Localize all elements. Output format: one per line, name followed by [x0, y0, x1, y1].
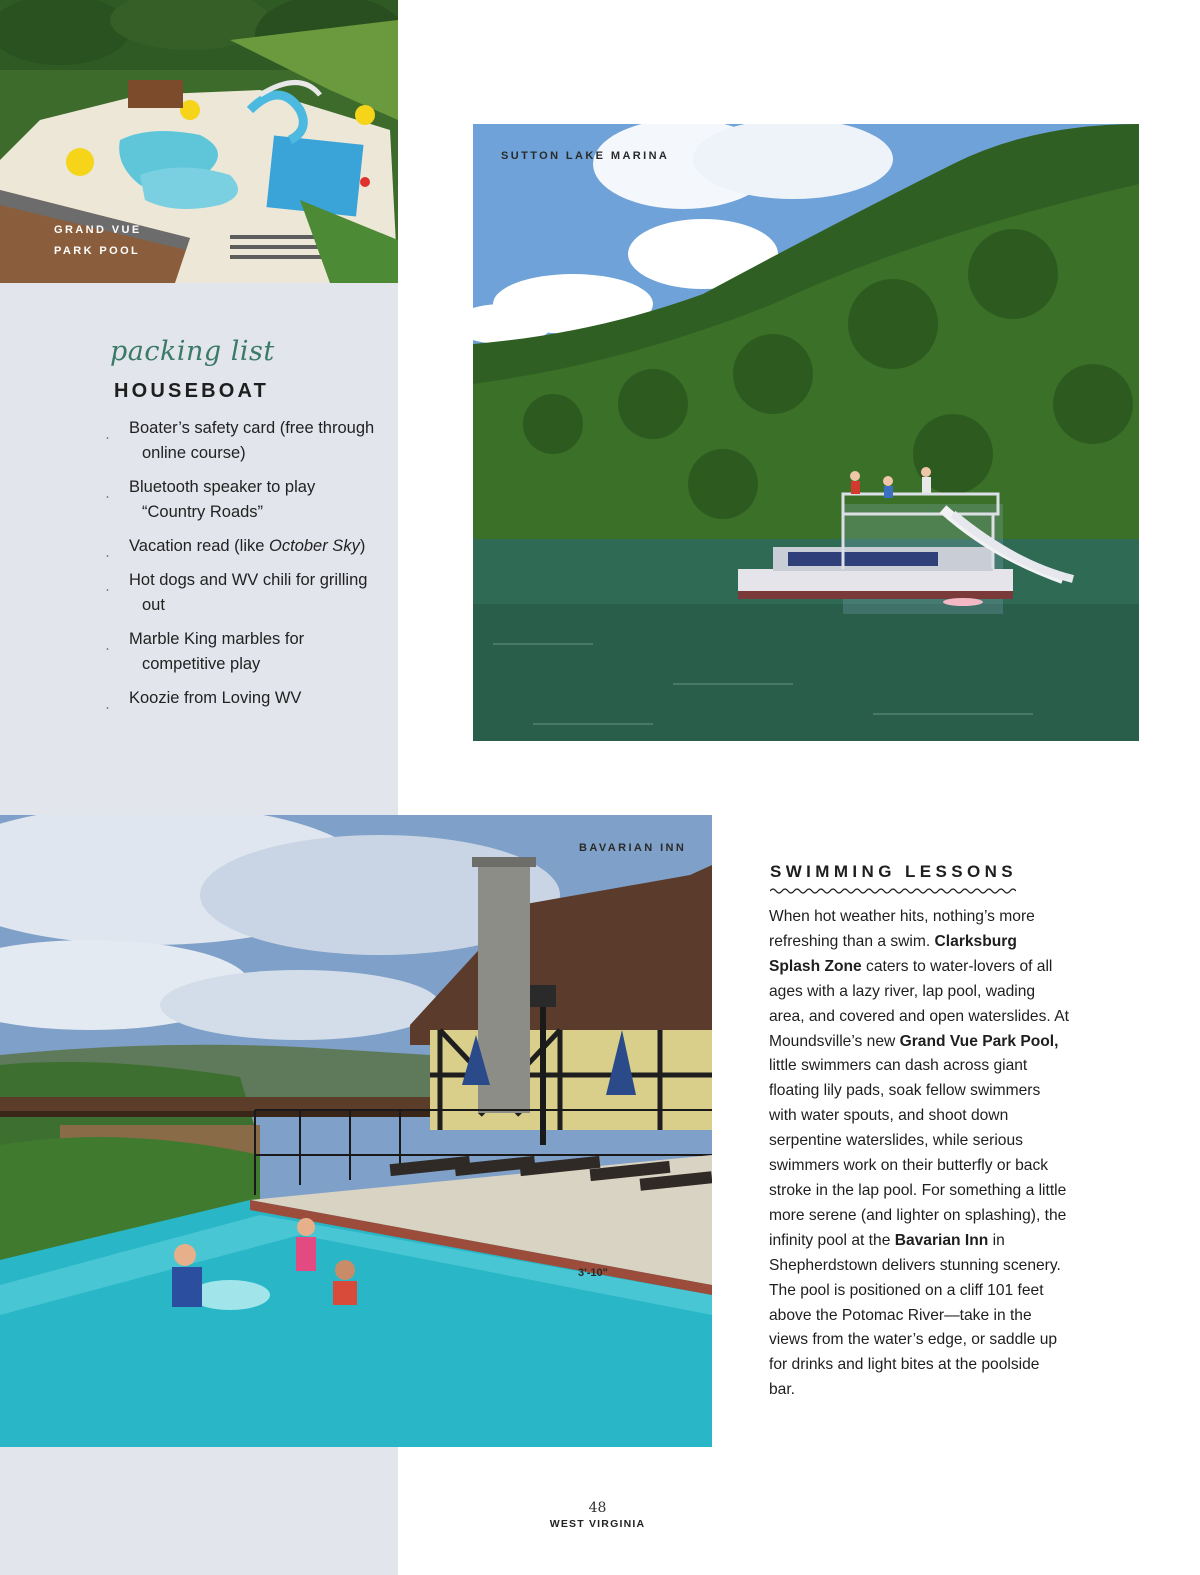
- list-item: ¸ Bluetooth speaker to play “Country Roads”: [106, 478, 316, 521]
- list-item: ¸ Vacation read (like October Sky): [106, 534, 376, 559]
- inn-photo-caption: BAVARIAN INN: [579, 842, 687, 854]
- sutton-lake-marina-photo: [473, 124, 1139, 741]
- bavarian-inn: Bavarian Inn: [894, 1231, 989, 1249]
- list-item: ¸ Koozie from Loving WV: [106, 686, 376, 711]
- bullet-icon: ¸: [106, 640, 110, 651]
- publication-name: WEST VIRGINIA: [549, 1518, 646, 1530]
- packing-list-script-label: packing list: [110, 336, 275, 367]
- wavy-underline: [770, 886, 1016, 896]
- footer-sidebar-background: [0, 1447, 398, 1575]
- list-item: ¸ Hot dogs and WV chili for grilling out: [106, 571, 368, 614]
- packing-list: [106, 416, 376, 720]
- swimming-lessons-body: When hot weather hits, nothing’s more refreshing than a swim. Clarksburg Splash Zone caters to water-lovers of all ages with a lazy river, lap pool, wading area, and covered and open waterslides. At Moundsville’s new Grand Vue Park Pool, little swimmers can dash across giant floating lily pads, soak fellow swimmers with water spouts, and shoot down serpentine waterslides, while serious swimmers work on their butterfly or back stroke in the lap pool. For something a little more serene (and lighter on splashing), the infinity pool at the Bavarian Inn in Shepherdstown delivers stunning scenery. The pool is positioned on a cliff 101 feet above the Potomac River—take in the views from the water’s edge, or saddle up for drinks and light bites at the poolside bar.: [769, 908, 1069, 1399]
- bullet-icon: ¸: [106, 581, 110, 592]
- lake-photo-caption: SUTTON LAKE MARINA: [501, 150, 670, 162]
- pool-photo-caption: GRAND VUE PARK POOL: [54, 224, 142, 257]
- bavarian-inn-photo: [0, 815, 712, 1447]
- page-number: 48: [588, 1500, 607, 1516]
- swimming-lessons-heading: SWIMMING LESSONS: [770, 862, 1018, 881]
- bullet-icon: ¸: [106, 488, 110, 499]
- list-item: ¸ Marble King marbles for competitive play: [106, 630, 305, 673]
- bullet-icon: ¸: [106, 547, 110, 558]
- packing-list-title: HOUSEBOAT: [114, 380, 270, 402]
- grand-vue-park-pool-photo: [0, 0, 398, 283]
- list-item: ¸ Boater’s safety card (free through online course): [106, 419, 375, 462]
- bullet-icon: ¸: [106, 429, 110, 440]
- grand-vue-park-pool: Grand Vue Park Pool,: [899, 1032, 1059, 1050]
- book-title: October Sky: [269, 537, 360, 555]
- pool-depth-marker: 3'-10": [578, 1267, 608, 1279]
- clarksburg-splash-zone: Clarksburg Splash Zone: [769, 932, 1017, 975]
- bullet-icon: ¸: [106, 699, 110, 710]
